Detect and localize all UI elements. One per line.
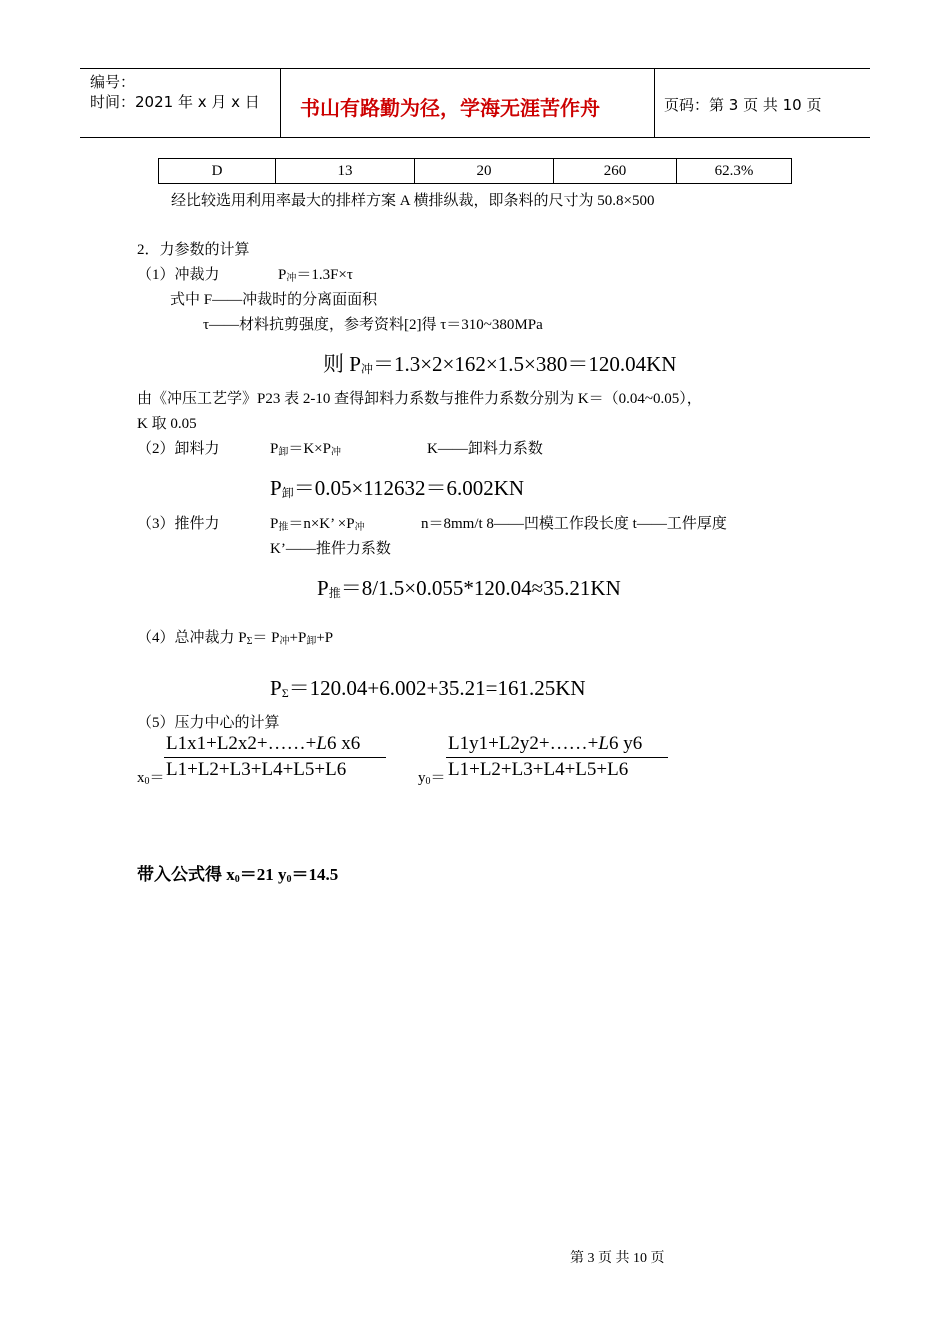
header-divider-left [280, 69, 281, 137]
item-pushing-force-label: （3）推件力 [137, 516, 220, 532]
footer-page-number: 第 3 页 共 10 页 [570, 1251, 665, 1266]
y0-label: $y_0=$ [418, 770, 446, 787]
pushing-force-note: n＝8mm/t 8——凹模工作段长度 t——工件厚度 [421, 516, 727, 532]
table-cell: 20 [415, 159, 554, 184]
table-cell: 13 [276, 159, 415, 184]
comparison-conclusion: 经比较选用利用率最大的排样方案 A 横排纵裁，即条料的尺寸为 50.8×500 [171, 193, 655, 209]
x0-label: $x_0=$ [137, 770, 165, 787]
pushing-force-formula: P推＝n×K’ ×P冲 [270, 516, 365, 533]
reference-line-2: K 取 0.05 [137, 416, 197, 432]
punching-force-result: 则 P冲＝1.3×2×162×1.5×380＝120.04KN [323, 352, 677, 376]
y0-denominator: L1+L2+L3+L4+L5+L6 [448, 759, 629, 780]
pushing-coefficient-note: K’——推件力系数 [270, 541, 391, 557]
stripping-coefficient-note: K——卸料力系数 [427, 441, 543, 457]
item-stripping-force-label: （2）卸料力 [137, 441, 220, 457]
y0-fraction-bar [446, 757, 668, 758]
punching-force-formula: P冲＝1.3F×τ [278, 267, 353, 284]
formula-note-f: 式中 F——冲裁时的分离面面积 [170, 292, 378, 308]
y0-numerator: L1y1+L2y2+……+L6 y6 [448, 733, 643, 754]
total-force-formula: （4）总冲裁力 $P_\Sigma= P$冲+P卸+P [137, 630, 334, 647]
x0-denominator: L1+L2+L3+L4+L5+L6 [166, 759, 347, 780]
header-motto: 书山有路勤为径，学海无涯苦作舟 [300, 96, 600, 120]
pressure-center-result: 带入公式得 $x_0=21$ $y_0=14.5$ [137, 865, 339, 885]
serial-label: 编号： [90, 73, 136, 91]
x0-numerator: L1x1+L2x2+……+L6 x6 [166, 733, 361, 754]
stripping-force-result: P卸＝0.05×112632＝6.002KN [270, 476, 525, 500]
stripping-force-formula: P卸＝K×P冲 [270, 441, 341, 458]
table-row [159, 159, 792, 184]
table-cell-utilization: 62.3% [677, 159, 792, 184]
x0-fraction-bar [164, 757, 386, 758]
formula-note-tau: τ——材料抗剪强度，参考资料[2]得 τ＝310~380MPa [203, 317, 543, 333]
reference-line-1: 由《冲压工艺学》P23 表 2-10 查得卸料力系数与推件力系数分别为 K＝（0.04~0.05）， [137, 391, 702, 407]
layout-utilization-table [158, 158, 792, 184]
time-label: 时间：2021 年 x 月 x 日 [90, 93, 260, 111]
page-header [80, 68, 870, 138]
section-title: 2．力参数的计算 [137, 242, 250, 258]
page-number-label: 页码：第 3 页 共 10 页 [664, 96, 822, 114]
item-pressure-center-label: （5）压力中心的计算 [137, 715, 280, 731]
pushing-force-result: P推＝8/1.5×0.055*120.04≈35.21KN [317, 576, 621, 600]
item-punching-force-label: （1）冲裁力 [137, 267, 220, 283]
header-divider-right [654, 69, 655, 137]
total-force-result: $P_\Sigma=120.04+6.002+35.21=161.25KN$ [270, 676, 586, 700]
table-cell-scheme: D [159, 159, 276, 184]
table-cell: 260 [554, 159, 677, 184]
